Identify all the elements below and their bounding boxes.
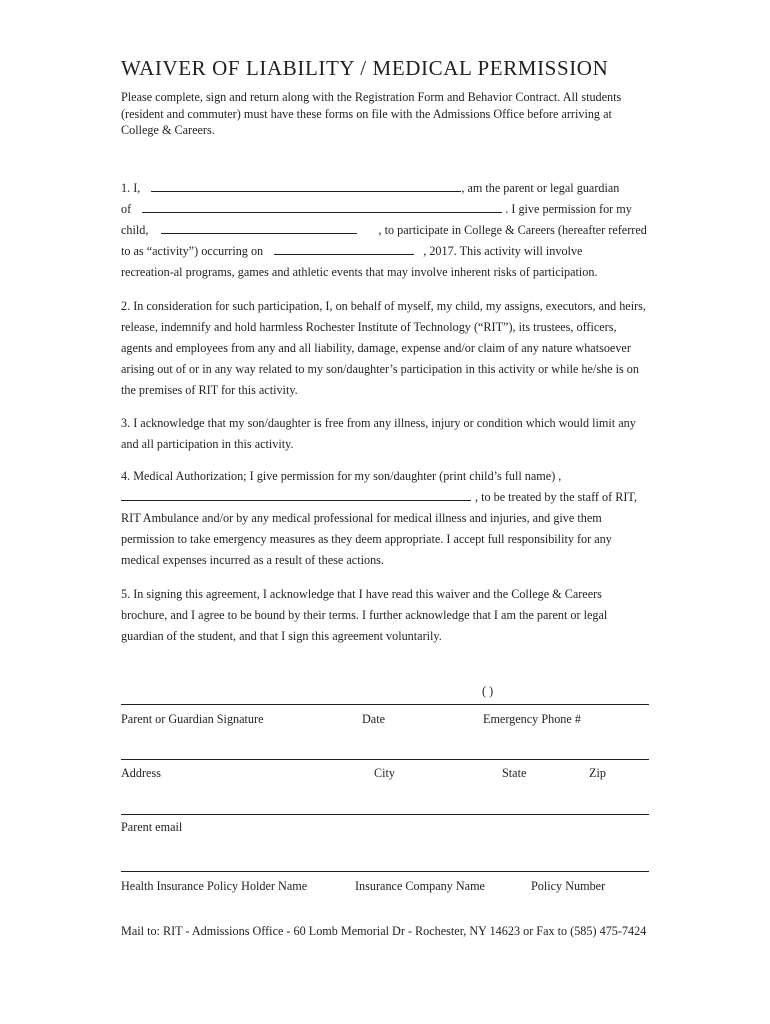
mail-to-address: Mail to: RIT - Admissions Office - 60 Lomb Memorial Dr - Rochester, NY 14623 or Fax to (585) 475-7424 bbox=[121, 924, 647, 938]
insurance-line[interactable] bbox=[121, 871, 649, 872]
address-label: Address bbox=[121, 766, 161, 780]
intro-text: Please complete, sign and return along with the Registration Form and Behavior Contract. All students (resident and commuter) must have these forms on file with the Admissions Office before arriving at College & Careers. bbox=[121, 90, 622, 138]
s4-line1: 4. Medical Authorization; I give permission for my son/daughter (print child’s full name) , bbox=[121, 469, 562, 483]
s1-line2-end: . I give permission for my bbox=[505, 202, 632, 216]
phone-area-code-parens: ( ) bbox=[482, 684, 494, 698]
email-line[interactable] bbox=[121, 814, 649, 815]
address-line[interactable] bbox=[121, 759, 649, 760]
section-1 bbox=[121, 178, 646, 283]
s1-line3-start: child, bbox=[121, 223, 149, 237]
section-2: 2. In consideration for such participation, I, on behalf of myself, my child, my assigns, executors, and heirs, release, indemnify and hold harmless Rochester Institute of Technology (“RIT”), its trustees, officers, agents and employees from any and all liability, damage, expense and/or claim of any nature whatsoever arising out of or in any way related to my son/daughter’s participation in this activity or while he/she is on the premises of RIT for this activity. bbox=[121, 299, 646, 397]
insurance-company-label: Insurance Company Name bbox=[355, 879, 485, 893]
parent-email-label: Parent email bbox=[121, 820, 183, 834]
state-label: State bbox=[502, 766, 527, 780]
child-full-name-field[interactable] bbox=[121, 488, 471, 501]
city-label: City bbox=[374, 766, 395, 780]
s1-line5: recreation-al programs, games and athletic events that may involve inherent risks of participation. bbox=[121, 265, 598, 279]
parent-name-field[interactable] bbox=[151, 179, 461, 192]
s1-line3-end: , to participate in College & Careers (hereafter referred bbox=[378, 223, 647, 237]
s1-line4-end: , 2017. This activity will involve bbox=[423, 244, 583, 258]
section-3: 3. I acknowledge that my son/daughter is free from any illness, injury or condition which would limit any and all participation in this activity. bbox=[121, 416, 636, 451]
s1-line2-start: of bbox=[121, 202, 132, 216]
child-name-field[interactable] bbox=[161, 221, 357, 234]
zip-label: Zip bbox=[589, 766, 606, 780]
policy-holder-label: Health Insurance Policy Holder Name bbox=[121, 879, 308, 893]
s4-rest: RIT Ambulance and/or by any medical professional for medical illness and injuries, and give them permission to take emergency measures as they deem appropriate. I accept full responsibility for any medical expenses incurred as a result of these actions. bbox=[121, 511, 612, 567]
policy-number-label: Policy Number bbox=[531, 879, 606, 893]
s1-line1-start: 1. I, bbox=[121, 181, 141, 195]
s4-line2-end: , to be treated by the staff of RIT, bbox=[475, 490, 637, 504]
section-5: 5. In signing this agreement, I acknowledge that I have read this waiver and the College & Careers brochure, and I agree to be bound by their terms. I further acknowledge that I am the parent or legal guardian of the student, and that I sign this agreement voluntarily. bbox=[121, 587, 608, 643]
form-title: WAIVER OF LIABILITY / MEDICAL PERMISSION bbox=[121, 56, 609, 80]
signature-label: Parent or Guardian Signature bbox=[121, 712, 264, 726]
signature-line[interactable] bbox=[121, 704, 649, 705]
date-label: Date bbox=[362, 712, 386, 726]
s1-line4-start: to as “activity”) occurring on bbox=[121, 244, 264, 258]
section-4 bbox=[121, 466, 646, 571]
child-of-field[interactable] bbox=[142, 200, 502, 213]
emergency-phone-label: Emergency Phone # bbox=[483, 712, 581, 726]
activity-date-field[interactable] bbox=[274, 242, 414, 255]
s1-line1-end: , am the parent or legal guardian bbox=[461, 181, 620, 195]
